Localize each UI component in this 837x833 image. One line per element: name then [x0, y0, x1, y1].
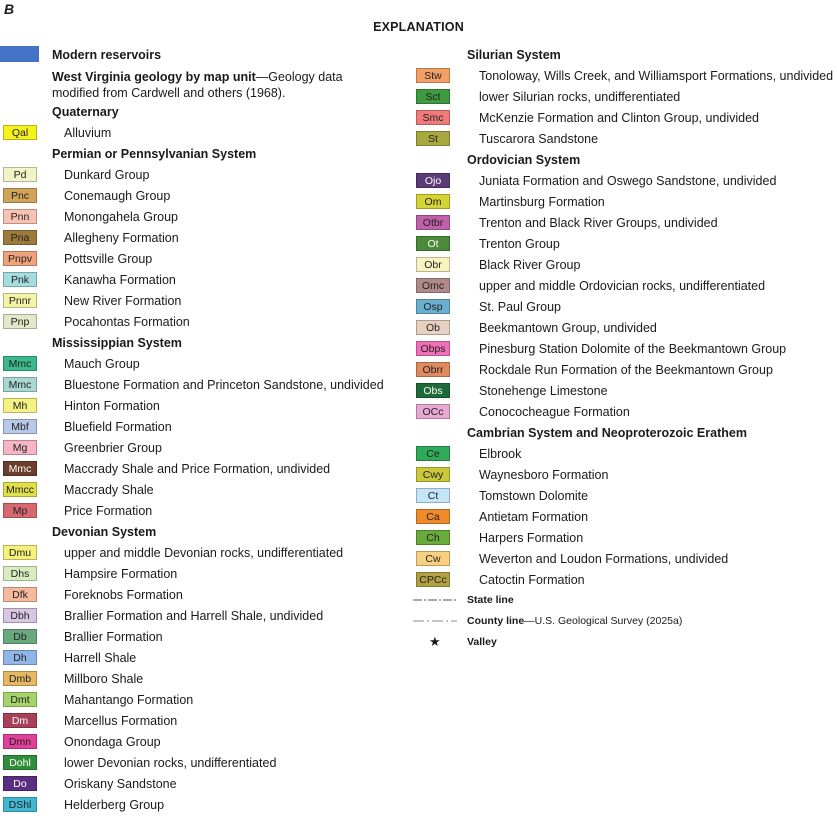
legend-row — [0, 123, 400, 144]
unit-swatch: Ojo — [416, 173, 450, 188]
section-header-devonian: Devonian System — [52, 525, 157, 539]
section-header-permian: Permian or Pennsylvanian System — [52, 147, 257, 161]
legend-group-mississippian — [0, 354, 400, 522]
legend-row — [412, 507, 837, 528]
unit-label: Martinsburg Formation — [479, 195, 605, 209]
unit-swatch: Do — [3, 776, 37, 791]
unit-label: New River Formation — [64, 294, 182, 308]
legend-row — [0, 543, 400, 564]
unit-label: Millboro Shale — [64, 672, 144, 686]
section-header-row — [412, 45, 837, 66]
section-header-silurian: Silurian System — [467, 48, 561, 62]
unit-swatch: Osp — [416, 299, 450, 314]
unit-label: Juniata Formation and Oswego Sandstone, undivided — [479, 174, 777, 188]
legend-row — [0, 438, 400, 459]
unit-label: Bluestone Formation and Princeton Sandstone, undivided — [64, 378, 384, 392]
legend-row — [412, 381, 837, 402]
unit-swatch: Mmc — [3, 356, 37, 371]
unit-swatch: Obps — [416, 341, 450, 356]
legend-row — [412, 444, 837, 465]
legend-row — [0, 690, 400, 711]
unit-swatch: Dohl — [3, 755, 37, 770]
section-header-row — [412, 423, 837, 444]
unit-swatch: St — [416, 131, 450, 146]
legend-row — [0, 585, 400, 606]
star-icon: ★ — [429, 634, 441, 649]
unit-swatch: Ob — [416, 320, 450, 335]
section-header-quaternary: Quaternary — [52, 105, 119, 119]
unit-label: Conemaugh Group — [64, 189, 171, 203]
legend-row — [412, 255, 837, 276]
legend-group-cambrian — [412, 444, 837, 591]
legend-row — [0, 165, 400, 186]
legend-row-modern-reservoirs — [0, 45, 400, 66]
unit-swatch: Dmn — [3, 734, 37, 749]
unit-swatch: Pnpv — [3, 251, 37, 266]
legend-row — [412, 549, 837, 570]
county-line-symbol — [412, 617, 458, 625]
legend-row — [412, 87, 837, 108]
unit-label: Beekmantown Group, undivided — [479, 321, 657, 335]
unit-label: Pottsville Group — [64, 252, 153, 266]
unit-swatch: Sct — [416, 89, 450, 104]
legend-right-column — [412, 45, 837, 654]
legend-row — [0, 669, 400, 690]
unit-swatch: Ca — [416, 509, 450, 524]
unit-label: Greenbrier Group — [64, 441, 162, 455]
unit-swatch: Stw — [416, 68, 450, 83]
unit-swatch: Pnp — [3, 314, 37, 329]
unit-label: Brallier Formation and Harrell Shale, undivided — [64, 609, 324, 623]
unit-swatch: Pna — [3, 230, 37, 245]
legend-left-column — [0, 45, 400, 816]
unit-swatch: Qal — [3, 125, 37, 140]
wv-geology-title: West Virginia geology by map unit — [52, 70, 256, 84]
valley-label: Valley — [467, 636, 497, 648]
legend-row — [0, 228, 400, 249]
unit-swatch: Db — [3, 629, 37, 644]
unit-label: Catoctin Formation — [479, 573, 585, 587]
legend-row — [0, 606, 400, 627]
unit-label: Maccrady Shale — [64, 483, 154, 497]
legend-row — [412, 234, 837, 255]
legend-row — [0, 375, 400, 396]
unit-label: Elbrook — [479, 447, 522, 461]
unit-swatch: Omc — [416, 278, 450, 293]
unit-label: Stonehenge Limestone — [479, 384, 608, 398]
unit-swatch: Mmc — [3, 461, 37, 476]
unit-label: Waynesboro Formation — [479, 468, 609, 482]
county-line-label: County line—U.S. Geological Survey (2025a) — [467, 615, 683, 627]
unit-swatch: Ce — [416, 446, 450, 461]
state-line-label: State line — [467, 594, 514, 606]
legend-row — [0, 459, 400, 480]
unit-label: upper and middle Ordovician rocks, undifferentiated — [479, 279, 766, 293]
legend-row — [0, 480, 400, 501]
unit-swatch: Ot — [416, 236, 450, 251]
unit-label: Marcellus Formation — [64, 714, 178, 728]
legend-row — [0, 732, 400, 753]
unit-swatch: Dmb — [3, 671, 37, 686]
legend-row — [0, 312, 400, 333]
unit-swatch: Dm — [3, 713, 37, 728]
unit-swatch: Mh — [3, 398, 37, 413]
unit-swatch: Mmcc — [3, 482, 37, 497]
legend-row — [0, 354, 400, 375]
legend-row — [412, 213, 837, 234]
legend-group-devonian — [0, 543, 400, 816]
legend-row-wv-geology — [0, 66, 400, 102]
unit-swatch: CPCc — [416, 572, 450, 587]
legend-row-valley — [412, 633, 837, 654]
unit-swatch: Smc — [416, 110, 450, 125]
legend-row — [412, 360, 837, 381]
unit-swatch: Pnnr — [3, 293, 37, 308]
legend-group-ordovician — [412, 171, 837, 423]
unit-label: Hinton Formation — [64, 399, 160, 413]
legend-row — [0, 774, 400, 795]
unit-label: Conococheague Formation — [479, 405, 630, 419]
wv-geology-source: —Geology data modified from Cardwell and others (1968). — [52, 70, 343, 100]
unit-swatch: Mmc — [3, 377, 37, 392]
unit-label: Bluefield Formation — [64, 420, 172, 434]
unit-label: Tuscarora Sandstone — [479, 132, 599, 146]
legend-row-state-line — [412, 591, 837, 612]
legend-row — [412, 570, 837, 591]
unit-label: Black River Group — [479, 258, 581, 272]
unit-label: Rockdale Run Formation of the Beekmantown Group — [479, 363, 773, 377]
unit-label: Helderberg Group — [64, 798, 165, 812]
legend-row — [412, 402, 837, 423]
state-line-symbol — [412, 596, 458, 604]
unit-label: Hampsire Formation — [64, 567, 178, 581]
unit-swatch: Dbh — [3, 608, 37, 623]
legend-row — [0, 627, 400, 648]
section-header-ordovician: Ordovician System — [467, 153, 581, 167]
legend-row — [412, 66, 837, 87]
legend-row — [0, 186, 400, 207]
unit-swatch: Obrr — [416, 362, 450, 377]
unit-label: Trenton Group — [479, 237, 560, 251]
unit-label: Allegheny Formation — [64, 231, 179, 245]
unit-swatch: Pd — [3, 167, 37, 182]
section-header-mississippian: Mississippian System — [52, 336, 182, 350]
unit-label: Harpers Formation — [479, 531, 584, 545]
unit-label: Monongahela Group — [64, 210, 178, 224]
legend-row — [0, 417, 400, 438]
unit-swatch: OCc — [416, 404, 450, 419]
unit-label: Dunkard Group — [64, 168, 150, 182]
section-header-row — [0, 144, 400, 165]
legend-row — [0, 648, 400, 669]
section-header-row — [0, 522, 400, 543]
unit-swatch: Otbr — [416, 215, 450, 230]
unit-label: McKenzie Formation and Clinton Group, undivided — [479, 111, 760, 125]
unit-swatch: Dh — [3, 650, 37, 665]
legend-row — [0, 291, 400, 312]
unit-swatch: Dmt — [3, 692, 37, 707]
unit-label: Maccrady Shale and Price Formation, undivided — [64, 462, 331, 476]
wv-geology-description — [52, 69, 352, 101]
unit-label: Brallier Formation — [64, 630, 163, 644]
section-header-row — [412, 150, 837, 171]
unit-label: Mahantango Formation — [64, 693, 194, 707]
legend-row — [0, 249, 400, 270]
unit-swatch: Dhs — [3, 566, 37, 581]
unit-swatch: Ch — [416, 530, 450, 545]
unit-label: Foreknobs Formation — [64, 588, 183, 602]
legend-row — [0, 753, 400, 774]
unit-swatch: Pnn — [3, 209, 37, 224]
legend-row — [412, 528, 837, 549]
legend-group-quaternary — [0, 123, 400, 144]
section-header-row — [0, 102, 400, 123]
section-header-cambrian: Cambrian System and Neoproterozoic Erathem — [467, 426, 747, 440]
unit-swatch: DShl — [3, 797, 37, 812]
unit-swatch: Ct — [416, 488, 450, 503]
modern-reservoirs-label: Modern reservoirs — [52, 48, 162, 62]
unit-swatch: Pnc — [3, 188, 37, 203]
unit-label: upper and middle Devonian rocks, undifferentiated — [64, 546, 344, 560]
unit-swatch: Obs — [416, 383, 450, 398]
unit-label: Kanawha Formation — [64, 273, 176, 287]
unit-swatch: Mg — [3, 440, 37, 455]
unit-swatch: Cwy — [416, 467, 450, 482]
legend-row — [412, 192, 837, 213]
unit-label: lower Silurian rocks, undifferentiated — [479, 90, 681, 104]
unit-swatch: Mbf — [3, 419, 37, 434]
legend-row — [412, 108, 837, 129]
unit-label: Mauch Group — [64, 357, 140, 371]
legend-title: EXPLANATION — [373, 20, 464, 34]
unit-label: Weverton and Loudon Formations, undivided — [479, 552, 729, 566]
unit-label: Harrell Shale — [64, 651, 137, 665]
unit-label: Trenton and Black River Groups, undivided — [479, 216, 718, 230]
unit-label: Onondaga Group — [64, 735, 161, 749]
section-header-row — [0, 333, 400, 354]
legend-row — [412, 465, 837, 486]
unit-label: Tomstown Dolomite — [479, 489, 589, 503]
unit-swatch: Cw — [416, 551, 450, 566]
unit-label: St. Paul Group — [479, 300, 561, 314]
unit-label: Antietam Formation — [479, 510, 589, 524]
legend-row — [0, 270, 400, 291]
unit-swatch: Dfk — [3, 587, 37, 602]
unit-label: Pocahontas Formation — [64, 315, 190, 329]
legend-row — [0, 711, 400, 732]
legend-group-permian — [0, 165, 400, 333]
reservoir-swatch — [0, 46, 39, 62]
unit-label: Oriskany Sandstone — [64, 777, 177, 791]
legend-row — [412, 486, 837, 507]
legend-row — [0, 795, 400, 816]
legend-row — [412, 129, 837, 150]
unit-swatch: Dmu — [3, 545, 37, 560]
legend-row — [0, 396, 400, 417]
legend-row — [412, 297, 837, 318]
unit-label: Alluvium — [64, 126, 112, 140]
legend-row — [412, 339, 837, 360]
legend-row — [412, 318, 837, 339]
unit-label: Price Formation — [64, 504, 153, 518]
legend-row-county-line — [412, 612, 837, 633]
panel-letter: B — [4, 1, 15, 17]
legend-group-silurian — [412, 66, 837, 150]
legend-row — [0, 207, 400, 228]
legend-row — [0, 564, 400, 585]
legend-row — [412, 171, 837, 192]
unit-swatch: Obr — [416, 257, 450, 272]
unit-label: Pinesburg Station Dolomite of the Beekmantown Group — [479, 342, 787, 356]
unit-swatch: Mp — [3, 503, 37, 518]
unit-swatch: Om — [416, 194, 450, 209]
legend-row — [412, 276, 837, 297]
legend-row — [0, 501, 400, 522]
unit-label: Tonoloway, Wills Creek, and Williamsport Formations, undivided — [479, 69, 834, 83]
unit-label: lower Devonian rocks, undifferentiated — [64, 756, 277, 770]
unit-swatch: Pnk — [3, 272, 37, 287]
